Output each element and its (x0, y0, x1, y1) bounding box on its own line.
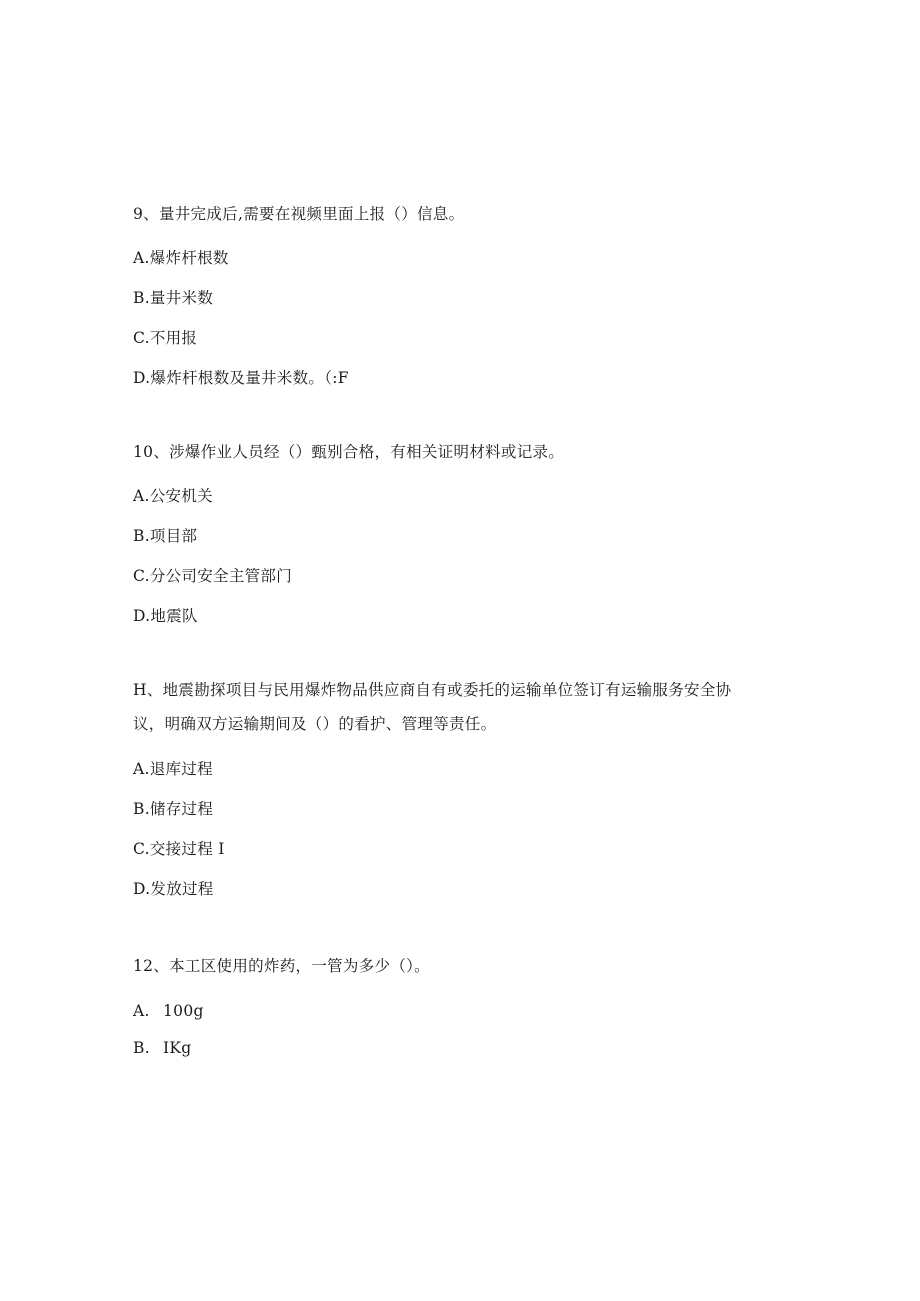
option-label: B. (133, 1039, 150, 1057)
question-11-option-b: B.储存过程 (133, 800, 214, 818)
question-10-option-a: A.公安机关 (133, 487, 213, 505)
option-value: IKg (163, 1039, 192, 1057)
option-value: 100g (163, 1002, 204, 1020)
question-9-option-c: C.不用报 (133, 329, 198, 347)
question-11-stem-line-2: 议，明确双方运输期间及（）的看护、管理等责任。 (133, 715, 497, 733)
question-11-option-d: D.发放过程 (133, 880, 214, 898)
question-11-option-c: C.交接过程 I (133, 840, 225, 858)
question-9-stem: 9、量井完成后,需要在视频里面上报（）信息。 (133, 205, 465, 223)
question-10-option-d: D.地震队 (133, 607, 198, 625)
question-10-option-c: C.分公司安全主管部门 (133, 567, 293, 585)
question-11-option-a: A.退库过程 (133, 760, 213, 778)
question-12-option-a (133, 1001, 204, 1021)
question-12-option-b (133, 1038, 192, 1058)
question-12-stem: 12、本工区使用的炸药，一管为多少（）。 (133, 957, 430, 975)
option-label: A. (133, 1002, 150, 1020)
question-11-stem-line-1: H、地震勘探项目与民用爆炸物品供应商自有或委托的运输单位签订有运输服务安全协 (133, 681, 732, 699)
question-9-option-b: B.量井米数 (133, 289, 214, 307)
question-10-option-b: B.项目部 (133, 527, 198, 545)
question-10-stem: 10、涉爆作业人员经（）甄别合格，有相关证明材料或记录。 (133, 443, 565, 461)
question-9-option-d: D.爆炸杆根数及量井米数。（:F (133, 369, 349, 387)
question-9-option-a: A.爆炸杆根数 (133, 249, 229, 267)
